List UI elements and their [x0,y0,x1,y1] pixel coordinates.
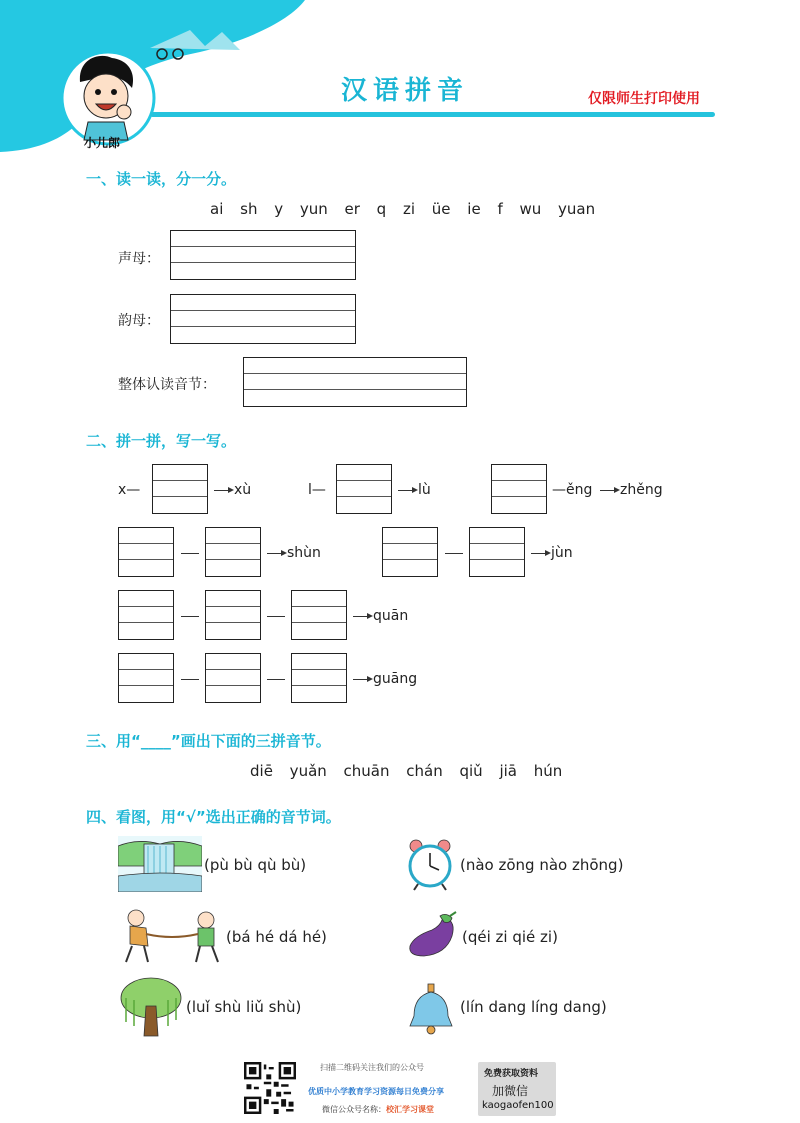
section2-title: 二、拼一拼，写一写。 [86,432,237,450]
row4-box3[interactable] [291,653,347,703]
section1-syllables: ai sh y yun er q zi üe ie f wu yuan [210,200,596,218]
row1-c-box[interactable] [491,464,547,514]
arrow-icon [531,553,549,554]
arrow-icon [353,679,371,680]
arrow-icon [398,490,416,491]
arrow-icon [353,616,371,617]
whole-syllables-label: 整体认读音节： [118,377,216,393]
dash [181,679,199,680]
dash [181,553,199,554]
dash [445,553,463,554]
row4-box2[interactable] [205,653,261,703]
dash [181,616,199,617]
waterfall-icon [118,836,202,892]
account-label: 微信公众号名称： [322,1105,386,1114]
row2-b-box1[interactable] [382,527,438,577]
page-title: 汉语拼音 [340,76,469,106]
header-underline [150,112,715,117]
row3-box1[interactable] [118,590,174,640]
finals-writing-box[interactable] [170,294,356,344]
row4-result: guāng [373,671,418,687]
mascot-name: 小儿郎 [84,136,121,150]
section4-title: 四、看图，用“√”选出正确的音节词。 [86,808,341,826]
tug-of-war-options[interactable]: (bá hé dá hé) [226,928,327,946]
arrow-icon [214,490,232,491]
row1-b-result: lù [418,482,431,498]
initials-label: 声母： [118,251,160,267]
row1-a-result: xù [234,482,252,498]
qr-code-icon[interactable] [244,1062,296,1114]
row1-a-prefix: x— [118,482,141,498]
arrow-icon [267,553,285,554]
row1-b-prefix: l— [308,482,326,498]
free-materials-text: 免费获取资料 [484,1069,539,1079]
section1-title: 一、读一读，分一分。 [86,170,237,188]
row2-b-box2[interactable] [469,527,525,577]
account-line [322,1104,434,1115]
dash [267,616,285,617]
alarm-clock-options[interactable]: (nào zōng nào zhōng) [460,856,624,874]
dash [267,679,285,680]
waterfall-options[interactable]: (pù bù qù bù) [204,856,307,874]
row2-a-box1[interactable] [118,527,174,577]
usage-notice: 仅限师生打印使用 [588,91,700,107]
wechat-id: kaogaofen100 [482,1100,554,1111]
row3-box3[interactable] [291,590,347,640]
row1-b-box[interactable] [336,464,392,514]
section3-title: 三、用“____”画出下面的三拼音节。 [86,732,331,750]
eggplant-options[interactable]: (qéi zi qié zi) [462,928,558,946]
bell-icon [406,980,456,1036]
willow-tree-options[interactable]: (luǐ shù liǔ shù) [186,998,302,1016]
add-wechat-text: 加微信 [492,1084,529,1098]
tug-of-war-icon [118,906,226,966]
row4-box1[interactable] [118,653,174,703]
row2-a-result: shùn [287,545,321,561]
row3-box2[interactable] [205,590,261,640]
section3-syllables[interactable]: diē yuǎn chuān chán qiǔ jiā hún [250,762,563,780]
eggplant-icon [404,910,460,960]
row1-a-box[interactable] [152,464,208,514]
row3-result: quān [373,608,409,624]
share-text: 优质中小学教育学习资源每日免费分享 [308,1087,444,1096]
scan-text: 扫描二维码关注我们的公众号 [320,1063,424,1072]
row2-b-result: jùn [551,545,573,561]
willow-tree-icon [118,976,184,1038]
account-name: 校汇学习课堂 [386,1105,434,1114]
finals-label: 韵母： [118,313,160,329]
initials-writing-box[interactable] [170,230,356,280]
bell-options[interactable]: (lín dang líng dang) [460,998,607,1016]
alarm-clock-icon [404,836,456,892]
header-decoration [0,0,320,160]
row2-a-box2[interactable] [205,527,261,577]
row1-c-result: zhěng [620,482,663,498]
row1-c-tail: —ěng [552,482,593,498]
whole-syllables-writing-box[interactable] [243,357,467,407]
arrow-icon [600,490,618,491]
